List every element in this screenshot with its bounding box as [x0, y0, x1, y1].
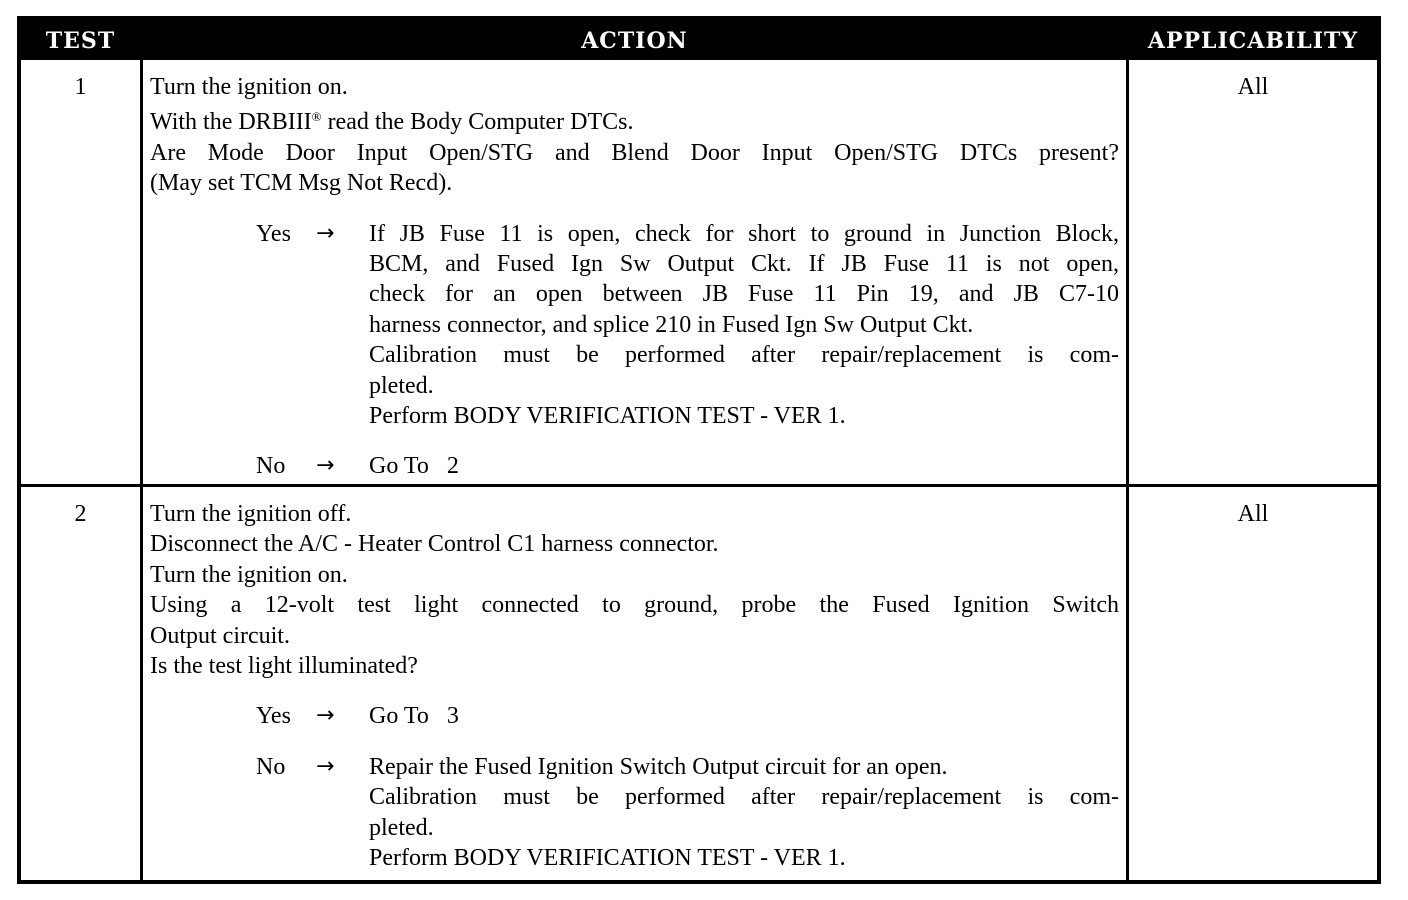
diagnostic-table [17, 16, 1381, 884]
question-line: Turn the ignition on. [150, 561, 348, 588]
question-line: Using a 12-volt test light connected to ground, probe the Fused Ignition Switch [150, 592, 1119, 619]
test-number: 1 [74, 74, 87, 100]
yes-branch [256, 219, 1119, 432]
test-number: 2 [74, 501, 87, 527]
question-line: (May set TCM Msg Not Recd). [150, 170, 453, 197]
right-arrow-icon: → [316, 453, 335, 479]
question-line: Turn the ignition off. [150, 501, 352, 527]
goto-link: Go To 3 [369, 703, 459, 730]
instruction-line: pleted. [369, 372, 434, 399]
question-continuation: read the Body Computer DTCs. [321, 109, 634, 136]
header-action: ACTION [581, 28, 688, 54]
header-applicability: APPLICABILITY [1147, 28, 1359, 54]
no-instructions [369, 451, 1119, 481]
right-arrow-icon: → [316, 703, 335, 729]
instruction-line: pleted. [369, 814, 434, 841]
no-label: No [256, 753, 286, 780]
question-line: With the DRBIII® read the Body Computer DTCs. [150, 109, 634, 136]
applicability-value: All [1237, 501, 1269, 527]
yes-label: Yes [256, 703, 291, 730]
registered-mark: ® [311, 109, 322, 125]
instruction-line: Perform BODY VERIFICATION TEST - VER 1. [369, 403, 846, 430]
right-arrow-icon: → [316, 753, 335, 779]
instruction-line: If JB Fuse 11 is open, check for short to ground in Junction Block, [369, 220, 1119, 247]
yes-instructions [369, 219, 1119, 432]
yes-branch [256, 701, 1119, 731]
table-header [21, 20, 1377, 60]
instruction-line: BCM, and Fused Ign Sw Output Ckt. If JB Fuse 11 is not open, [369, 251, 1119, 278]
right-arrow-icon: → [316, 220, 335, 246]
header-test: TEST [45, 28, 116, 54]
question-line: Turn the ignition on. [150, 74, 348, 100]
question-line: Is the test light illuminated? [150, 653, 418, 680]
action-cell [150, 499, 1119, 873]
instruction-line: Perform BODY VERIFICATION TEST - VER 1. [369, 845, 846, 872]
instruction-line: Repair the Fused Ignition Switch Output circuit for an open. [369, 753, 948, 780]
instruction-line: Calibration must be performed after repair/replacement is com- [369, 784, 1119, 811]
column-divider [140, 60, 143, 880]
question-line: Are Mode Door Input Open/STG and Blend Door Input Open/STG DTCs present? [150, 139, 1119, 166]
column-divider [1126, 60, 1129, 880]
yes-instructions [369, 701, 1119, 731]
no-label: No [256, 453, 286, 480]
yes-label: Yes [256, 220, 291, 247]
goto-link: Go To 2 [369, 453, 459, 480]
applicability-value: All [1237, 74, 1269, 100]
no-branch [256, 752, 1119, 874]
question-line: Disconnect the A/C - Heater Control C1 harness connector. [150, 531, 719, 558]
instruction-line: harness connector, and splice 210 in Fused Ign Sw Output Ckt. [369, 311, 974, 338]
row-divider [21, 484, 1377, 487]
instruction-line: check for an open between JB Fuse 11 Pin 19, and JB C7-10 [369, 281, 1119, 308]
instruction-line: Calibration must be performed after repair/replacement is com- [369, 342, 1119, 369]
no-instructions [369, 752, 1119, 874]
no-branch [256, 451, 1119, 481]
action-cell [150, 72, 1119, 482]
question-line: Output circuit. [150, 622, 290, 649]
